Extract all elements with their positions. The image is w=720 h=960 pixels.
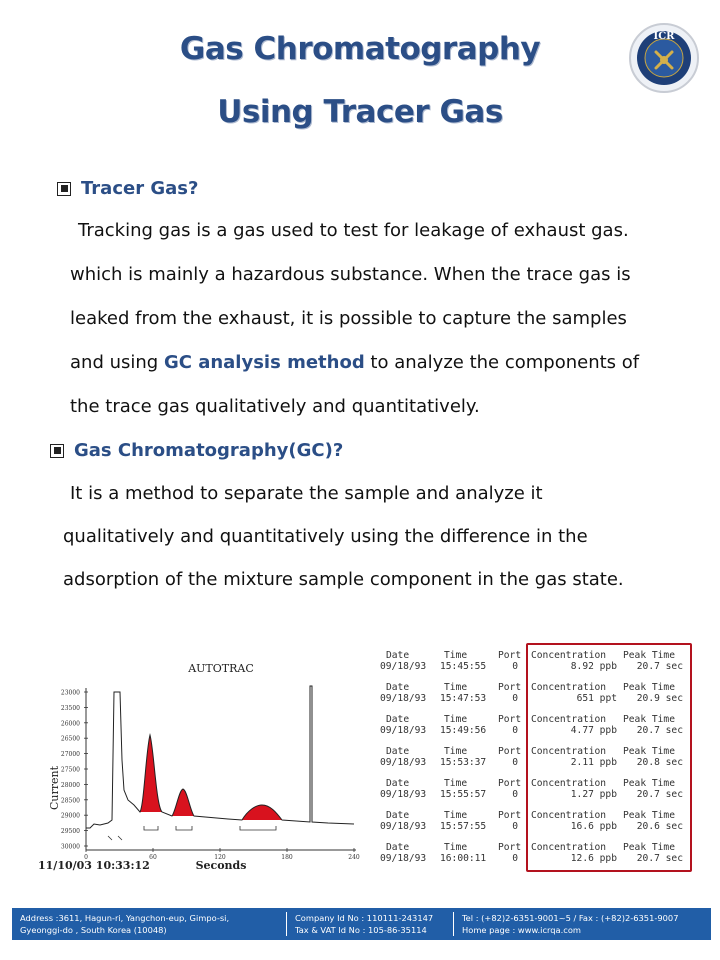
y-tick-label: 28500 bbox=[60, 797, 80, 805]
log-entry bbox=[378, 842, 693, 874]
log-value-port: 0 bbox=[512, 725, 518, 736]
log-header-row bbox=[378, 810, 693, 821]
chromatogram-chart bbox=[28, 640, 368, 880]
log-value-conc: 12.6 ppb bbox=[570, 853, 617, 864]
log-header-row bbox=[378, 714, 693, 725]
section-heading-text: Gas Chromatography(GC)? bbox=[74, 440, 344, 461]
text-span: to analyze the components of bbox=[364, 352, 640, 373]
measurement-log bbox=[378, 650, 693, 874]
log-header-peak: Peak Time bbox=[623, 714, 675, 725]
log-header-time: Time bbox=[444, 778, 468, 789]
footer-text: Address :3611, Hagun-ri, Yangchon-eup, Gimpo-si, bbox=[20, 913, 230, 923]
log-header-time: Time bbox=[444, 650, 468, 661]
log-header-row bbox=[378, 842, 693, 853]
logo-text: ICR bbox=[653, 31, 675, 42]
log-header-peak: Peak Time bbox=[623, 650, 675, 661]
paragraph-line: It is a method to separate the sample and analyze it bbox=[70, 483, 543, 504]
log-value-row bbox=[378, 821, 693, 832]
log-entry bbox=[378, 810, 693, 842]
log-header-port: Port bbox=[498, 682, 522, 693]
log-header-conc: Concentration bbox=[531, 842, 607, 853]
log-header-row bbox=[378, 650, 693, 661]
log-header-conc: Concentration bbox=[531, 778, 607, 789]
y-tick-label: 28000 bbox=[60, 781, 80, 789]
chart-timestamp: 11/10/03 10:33:12 bbox=[38, 859, 150, 872]
log-header-peak: Peak Time bbox=[623, 682, 675, 693]
log-value-row bbox=[378, 853, 693, 864]
log-value-time: 15:57:55 bbox=[440, 821, 487, 832]
paragraph-line: the trace gas qualitatively and quantitatively. bbox=[70, 396, 480, 417]
log-value-date: 09/18/93 bbox=[380, 789, 427, 800]
y-tick-label: 23000 bbox=[60, 689, 80, 697]
log-header-row bbox=[378, 778, 693, 789]
y-tick-label: 23500 bbox=[60, 704, 80, 712]
log-value-peak: 20.7 sec bbox=[636, 725, 683, 736]
footer-bar bbox=[12, 908, 711, 940]
log-header-peak: Peak Time bbox=[623, 746, 675, 757]
log-value-port: 0 bbox=[512, 757, 518, 768]
log-entry bbox=[378, 778, 693, 810]
chart-title: AUTOTRAC bbox=[188, 662, 254, 675]
x-tick-label: 0 bbox=[84, 854, 88, 861]
log-value-peak: 20.7 sec bbox=[636, 661, 683, 672]
log-value-date: 09/18/93 bbox=[380, 693, 427, 704]
paragraph-line: which is mainly a hazardous substance. When the trace gas is bbox=[70, 264, 631, 285]
square-bullet-icon bbox=[50, 444, 64, 458]
title-line-2: Using Tracer Gas bbox=[217, 94, 503, 130]
log-value-row bbox=[378, 693, 693, 704]
y-tick-label: 29000 bbox=[60, 812, 80, 820]
log-value-date: 09/18/93 bbox=[380, 853, 427, 864]
log-value-port: 0 bbox=[512, 789, 518, 800]
y-tick-label: 27000 bbox=[60, 751, 80, 759]
log-value-date: 09/18/93 bbox=[380, 661, 427, 672]
log-value-peak: 20.7 sec bbox=[636, 853, 683, 864]
log-value-peak: 20.9 sec bbox=[636, 693, 683, 704]
log-value-time: 16:00:11 bbox=[440, 853, 487, 864]
log-entry bbox=[378, 650, 693, 682]
peak-2-fill bbox=[172, 789, 194, 816]
x-tick-label: 120 bbox=[214, 854, 226, 861]
y-tick-label: 26500 bbox=[60, 735, 80, 743]
y-tick-label: 29500 bbox=[60, 828, 80, 836]
log-header-time: Time bbox=[444, 842, 468, 853]
y-ticks bbox=[61, 690, 88, 851]
x-axis-label: Seconds bbox=[195, 859, 247, 872]
chromatogram-trace bbox=[86, 686, 354, 828]
log-header-date: Date bbox=[386, 746, 410, 757]
log-value-port: 0 bbox=[512, 693, 518, 704]
log-value-port: 0 bbox=[512, 661, 518, 672]
x-tick-label: 240 bbox=[348, 854, 360, 861]
log-value-port: 0 bbox=[512, 821, 518, 832]
y-axis-label: Current bbox=[48, 765, 61, 811]
section-heading-text: Tracer Gas? bbox=[81, 178, 199, 199]
log-entry bbox=[378, 714, 693, 746]
log-value-time: 15:45:55 bbox=[440, 661, 487, 672]
log-header-port: Port bbox=[498, 778, 522, 789]
log-value-conc: 2.11 ppb bbox=[570, 757, 617, 768]
footer-text: Home page : www.icrqa.com bbox=[462, 925, 582, 935]
log-value-row bbox=[378, 661, 693, 672]
paragraph-line: qualitatively and quantitatively using the difference in the bbox=[63, 526, 588, 547]
log-header-conc: Concentration bbox=[531, 682, 607, 693]
log-header-conc: Concentration bbox=[531, 714, 607, 725]
log-value-peak: 20.6 sec bbox=[636, 821, 683, 832]
log-header-time: Time bbox=[444, 746, 468, 757]
log-value-peak: 20.8 sec bbox=[636, 757, 683, 768]
paragraph-line: leaked from the exhaust, it is possible to capture the samples bbox=[70, 308, 627, 329]
log-value-conc: 16.6 ppb bbox=[570, 821, 617, 832]
section-heading-gc bbox=[50, 440, 343, 461]
paragraph-line: Tracking gas is a gas used to test for leakage of exhaust gas. bbox=[78, 220, 629, 241]
integration-markers bbox=[108, 826, 276, 840]
y-tick-label: 27500 bbox=[60, 766, 80, 774]
footer-text: Tel : (+82)2-6351-9001~5 / Fax : (+82)2-6351-9007 bbox=[462, 913, 679, 923]
x-tick-label: 60 bbox=[149, 854, 157, 861]
icr-logo bbox=[628, 22, 700, 94]
log-header-peak: Peak Time bbox=[623, 778, 675, 789]
footer-address bbox=[12, 908, 286, 940]
log-value-date: 09/18/93 bbox=[380, 757, 427, 768]
paragraph-line bbox=[70, 352, 639, 373]
footer-text: Company Id No : 110111-243147 bbox=[295, 913, 434, 923]
log-header-conc: Concentration bbox=[531, 746, 607, 757]
log-header-row bbox=[378, 682, 693, 693]
footer-company bbox=[287, 908, 453, 940]
log-header-conc: Concentration bbox=[531, 810, 607, 821]
log-header-time: Time bbox=[444, 714, 468, 725]
log-value-time: 15:55:57 bbox=[440, 789, 487, 800]
log-header-port: Port bbox=[498, 650, 522, 661]
log-header-date: Date bbox=[386, 650, 410, 661]
log-value-peak: 20.7 sec bbox=[636, 789, 683, 800]
x-tick-label: 180 bbox=[281, 854, 293, 861]
log-value-date: 09/18/93 bbox=[380, 725, 427, 736]
log-header-row bbox=[378, 746, 693, 757]
log-value-conc: 4.77 ppb bbox=[570, 725, 617, 736]
log-header-peak: Peak Time bbox=[623, 842, 675, 853]
log-value-date: 09/18/93 bbox=[380, 821, 427, 832]
title-line-1: Gas Chromatography bbox=[179, 31, 541, 67]
paragraph-line: adsorption of the mixture sample component in the gas state. bbox=[63, 569, 624, 590]
log-value-row bbox=[378, 789, 693, 800]
footer-text: Gyeonggi-do , South Korea (10048) bbox=[20, 925, 167, 935]
log-header-port: Port bbox=[498, 746, 522, 757]
log-entry bbox=[378, 682, 693, 714]
section-heading-tracer-gas bbox=[57, 178, 198, 199]
log-value-conc: 1.27 ppb bbox=[570, 789, 617, 800]
log-value-time: 15:53:37 bbox=[440, 757, 487, 768]
square-bullet-icon bbox=[57, 182, 71, 196]
y-tick-label: 30000 bbox=[60, 843, 80, 851]
log-header-port: Port bbox=[498, 842, 522, 853]
log-value-time: 15:49:56 bbox=[440, 725, 487, 736]
text-span: and using bbox=[70, 352, 164, 373]
log-header-date: Date bbox=[386, 714, 410, 725]
footer-text: Tax & VAT Id No : 105-86-35114 bbox=[295, 925, 427, 935]
log-header-date: Date bbox=[386, 778, 410, 789]
log-header-date: Date bbox=[386, 842, 410, 853]
y-tick-label: 26000 bbox=[60, 720, 80, 728]
log-header-time: Time bbox=[444, 810, 468, 821]
log-header-date: Date bbox=[386, 682, 410, 693]
log-header-conc: Concentration bbox=[531, 650, 607, 661]
footer-contact bbox=[454, 908, 711, 940]
log-value-conc: 651 ppt bbox=[576, 693, 617, 704]
highlight-gc-method: GC analysis method bbox=[163, 352, 365, 373]
log-entry bbox=[378, 746, 693, 778]
log-header-time: Time bbox=[444, 682, 468, 693]
log-value-row bbox=[378, 757, 693, 768]
log-value-time: 15:47:53 bbox=[440, 693, 487, 704]
log-header-peak: Peak Time bbox=[623, 810, 675, 821]
log-header-port: Port bbox=[498, 714, 522, 725]
log-value-row bbox=[378, 725, 693, 736]
log-value-conc: 8.92 ppb bbox=[570, 661, 617, 672]
chart-frame bbox=[86, 688, 356, 850]
log-header-port: Port bbox=[498, 810, 522, 821]
log-value-port: 0 bbox=[512, 853, 518, 864]
log-header-date: Date bbox=[386, 810, 410, 821]
